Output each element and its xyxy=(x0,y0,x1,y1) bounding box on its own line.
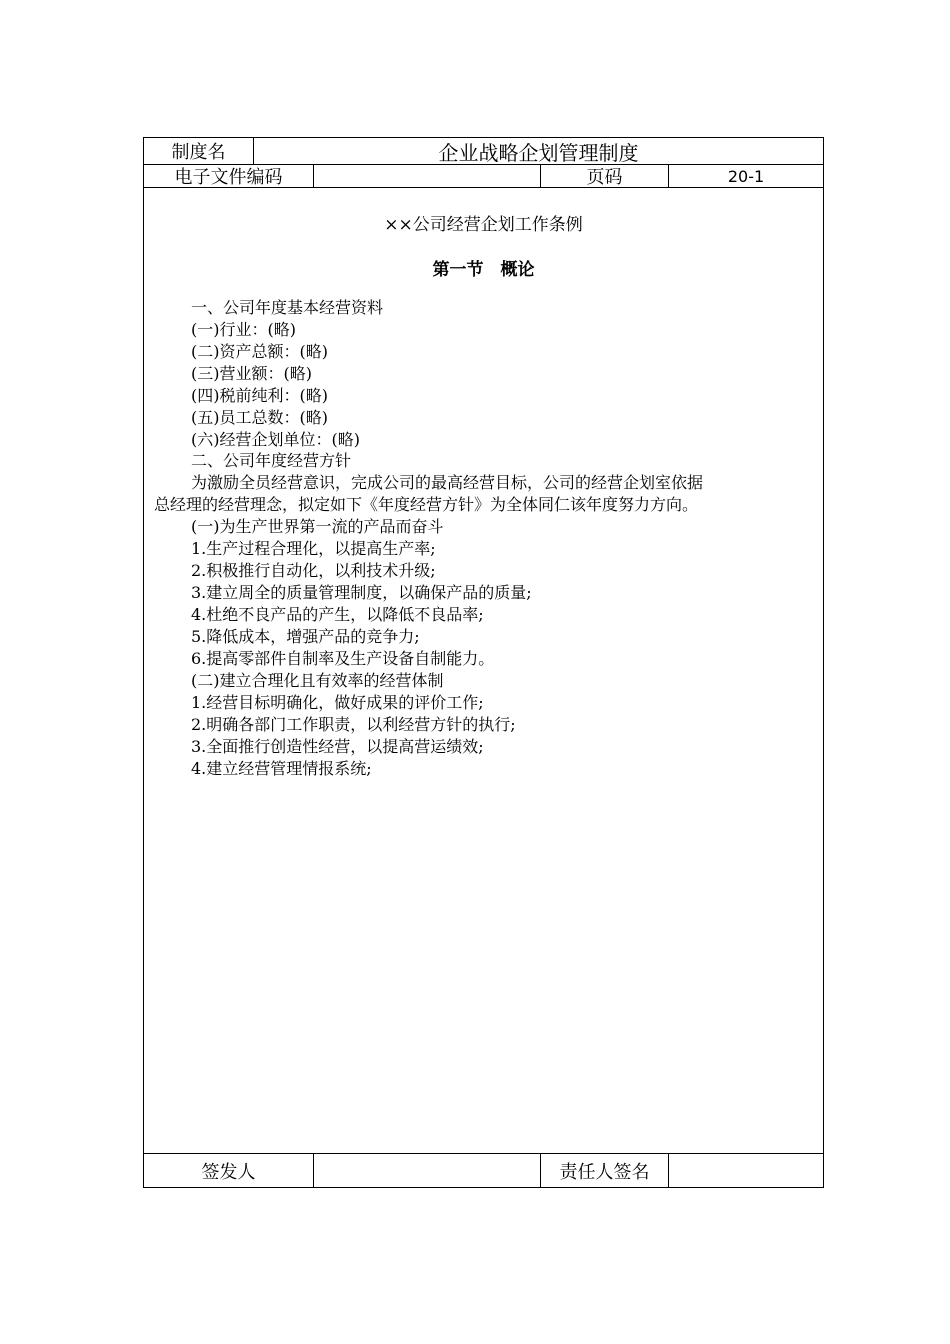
body-line: 总经理的经营理念，拟定如下《年度经营方针》为全体同仁该年度努力方向。 xyxy=(154,495,699,514)
body-line: (一)行业：(略) xyxy=(191,320,296,339)
document-form xyxy=(143,137,824,1188)
body-line: (一)为生产世界第一流的产品而奋斗 xyxy=(191,517,444,536)
document-body xyxy=(144,188,823,1153)
body-line: 3.建立周全的质量管理制度，以确保产品的质量; xyxy=(191,583,532,602)
body-line: (二)资产总额：(略) xyxy=(191,342,328,361)
body-line: (五)员工总数：(略) xyxy=(191,408,328,427)
body-line: (六)经营企划单位：(略) xyxy=(191,430,360,449)
issuer-label: 签发人 xyxy=(144,1154,314,1188)
header-row-code xyxy=(144,165,823,188)
body-line: 1.经营目标明确化，做好成果的评价工作; xyxy=(191,693,484,712)
code-label: 电子文件编码 xyxy=(144,165,314,187)
responsible-signature xyxy=(669,1154,823,1188)
header-row-name xyxy=(144,138,823,165)
code-value xyxy=(314,165,541,187)
body-line: (二)建立合理化且有效率的经营体制 xyxy=(191,671,444,690)
name-label: 制度名 xyxy=(144,138,254,164)
footer-row xyxy=(144,1153,823,1188)
page-value: 20-1 xyxy=(727,166,765,186)
body-line: 4.杜绝不良产品的产生，以降低不良品率; xyxy=(191,605,484,624)
body-line: 二、公司年度经营方针 xyxy=(191,451,352,470)
body-line: 3.全面推行创造性经营，以提高营运绩效; xyxy=(191,737,484,756)
body-line: 2.积极推行自动化，以利技术升级; xyxy=(191,561,436,580)
issuer-value xyxy=(314,1154,541,1188)
responsible-label: 责任人签名 xyxy=(541,1154,669,1188)
name-value: 企业战略企划管理制度 xyxy=(438,140,639,165)
body-line: (四)税前纯利：(略) xyxy=(191,386,328,405)
body-line: 2.明确各部门工作职责，以利经营方针的执行; xyxy=(191,715,516,734)
body-line: 为激励全员经营意识，完成公司的最高经营目标，公司的经营企划室依据 xyxy=(191,473,704,492)
body-line: (三)营业额：(略) xyxy=(191,364,312,383)
section-title: 第一节 概论 xyxy=(432,260,535,280)
page-label: 页码 xyxy=(541,165,669,187)
body-line: 6.提高零部件自制率及生产设备自制能力。 xyxy=(191,649,495,668)
body-line: 5.降低成本，增强产品的竞争力; xyxy=(191,627,420,646)
body-line: 1.生产过程合理化，以提高生产率; xyxy=(191,539,436,558)
body-line: 4.建立经营管理情报系统; xyxy=(191,759,372,778)
body-line: 一、公司年度基本经营资料 xyxy=(191,298,384,317)
document-title: ××公司经营企划工作条例 xyxy=(384,215,583,235)
